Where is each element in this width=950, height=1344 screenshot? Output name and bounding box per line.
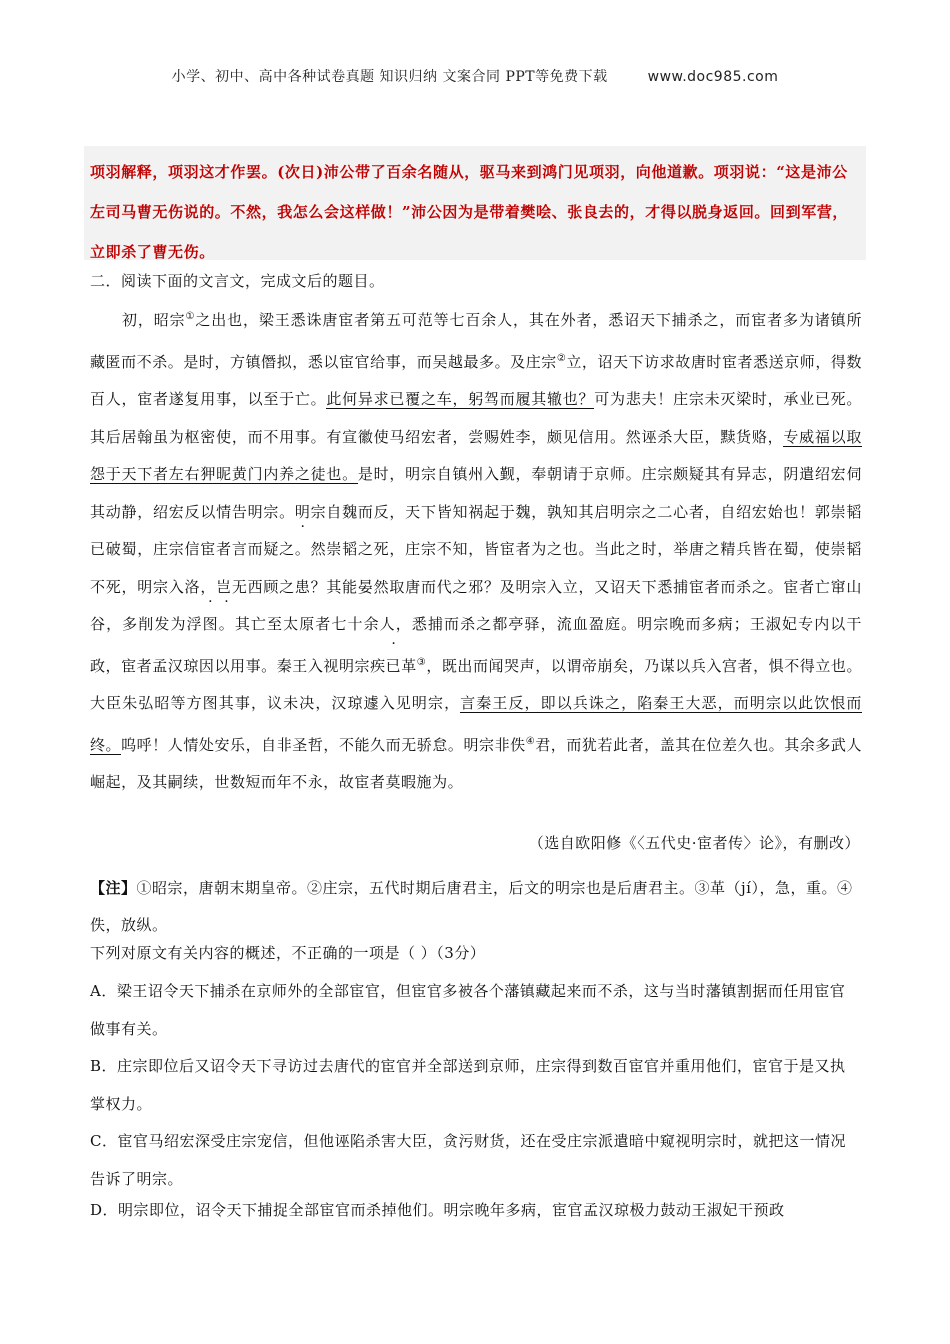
- dotted-char: 图: [202, 615, 219, 633]
- passage-text: 之出也，梁王悉诛唐宦者第五可范等七百余人，其在外者，悉诏天下捕杀之，而宦者多为诸镇所藏匿而不杀。是时，方镇僭拟，悉以宦官给事，而吴越最多。及庄宗: [90, 311, 863, 371]
- classical-passage: [90, 298, 862, 802]
- passage-text: 呜呼！人情处安乐，自非圣哲，不能久而无骄怠。明宗非佚: [121, 735, 526, 754]
- dotted-char: 疾: [370, 656, 386, 675]
- passage-text: 初，昭宗: [122, 311, 186, 329]
- option-c: C．宦官马绍宏深受庄宗宠信，但他诬陷杀害大臣，贪污财货，还在受庄宗派遣暗中窥视明宗时，就把这一情况告诉了明宗。: [90, 1132, 846, 1188]
- note-ref: ①: [185, 311, 196, 322]
- passage-text: 。其亡至太原者七十余人，悉捕而杀之都亭驿，流血盈庭。明宗晚而多病；王淑妃专内以干政，宦者孟汉琼因以用事。秦王入视明宗: [90, 615, 862, 675]
- annotation-notes: [90, 870, 860, 944]
- section-title: 二．阅读下面的文言文，完成文后的题目。: [90, 272, 385, 290]
- header-site: www.doc985.com: [647, 69, 779, 85]
- option-b: B．庄宗即位后又诏令天下寻访过去唐代的宦官并全部送到京师，庄宗得到数百宦官并重用他们，宦官于是又执掌权力。: [90, 1057, 846, 1113]
- note-ref: ②: [556, 352, 567, 364]
- passage-source: （选自欧阳修《〈五代史·宦者传〉论》，有删改）: [528, 834, 860, 852]
- passage-text: 是时，明宗自镇州入觐，奉朝请于京师。庄宗颇疑其有异志，阴遣绍宏伺其动静，绍宏反以情告明宗。明宗自魏而反，天下皆知祸起于魏，孰知其启明宗之二心者，自绍宏始也！郭崇韬已破蜀，庄宗信宦者言而疑: [90, 465, 862, 558]
- underlined-sentence: 言秦王反，即以兵诛之，陷秦王大恶，而明宗以此饮恨而终。: [90, 694, 862, 754]
- passage-text: 君，而犹若此者，盖其在位差久也。其余多武人崛起，及其嗣续，世数短而年不永，故宦者莫暇施为。: [90, 735, 862, 791]
- note-text: ①昭宗，唐朝末期皇帝。②庄宗，五代时期后唐君主，后文的明宗也是后唐君主。③革（jí），急，重。④佚，放纵。: [90, 879, 853, 934]
- option-d: D．明宗即位，诏令天下捕捉全部宦官而杀掉他们。明宗晚年多病，宦官孟汉琼极力鼓动王淑妃干预政: [90, 1201, 785, 1219]
- note-ref: ③: [416, 656, 427, 668]
- answer-translation: 项羽解释，项羽这才作罢。(次日)沛公带了百余名随从，驱马来到鸿门见项羽，向他道歉。项羽说：“这是沛公左司马曹无伤说的。不然，我怎么会这样做！”沛公因为是带着樊哙、张良去的，才得以脱身返回。回到军营，立即杀了曹无伤。: [90, 163, 849, 261]
- page-header: [0, 66, 950, 86]
- question-stem: 下列对原文有关内容的概述，不正确的一项是（ ）（3分）: [90, 944, 486, 962]
- dotted-char: 之: [279, 540, 295, 558]
- passage-text: 立，诏天下访求故唐时宦者悉送京师，得数百人，宦者遂复用事，以至于亡。: [90, 352, 863, 408]
- dotted-char: 浮: [186, 615, 203, 633]
- header-text: 小学、初中、高中各种试卷真题 知识归纳 文案合同 PPT等免费下载: [171, 69, 608, 85]
- passage-text: ，既出而闻哭声，以谓帝崩矣，乃谋以兵入宫者，惧不得立也。大臣朱弘昭等方图其事，议未决，汉琼遽入见明宗，: [90, 656, 862, 712]
- note-ref: ④: [525, 735, 536, 747]
- underlined-sentence: 此何异求已覆之车，躬驾而履其辙也？: [326, 390, 595, 408]
- underlined-sentence: 专威福以取怨于天下者左右狎昵黄门内养之徒也。: [90, 427, 862, 483]
- passage-text: 。然崇韬之死，庄宗不知，皆宦者为之也。当此之时，举唐之精兵皆在蜀，使崇韬不死，明宗入洛，岂无西顾之患？其能晏然取唐而代之邪？及明宗入立，又诏天下悉捕宦者而杀之。宦者亡窜山谷，多削发为: [90, 540, 862, 633]
- passage-text: 已革: [385, 656, 417, 675]
- note-label: 【注】: [90, 879, 137, 897]
- option-a: A．梁王诏令天下捕杀在京师外的全部宦官，但宦官多被各个藩镇藏起来而不杀，这与当时藩镇割据而任用宦官做事有关。: [90, 982, 846, 1038]
- passage-text: 可为悲夫！庄宗未灭梁时，承业已死。其后居翰虽为枢密使，而不用事。有宣徽使马绍宏者，尝赐姓李，颇见信用。然诬杀大臣，黩货赂，: [90, 390, 862, 446]
